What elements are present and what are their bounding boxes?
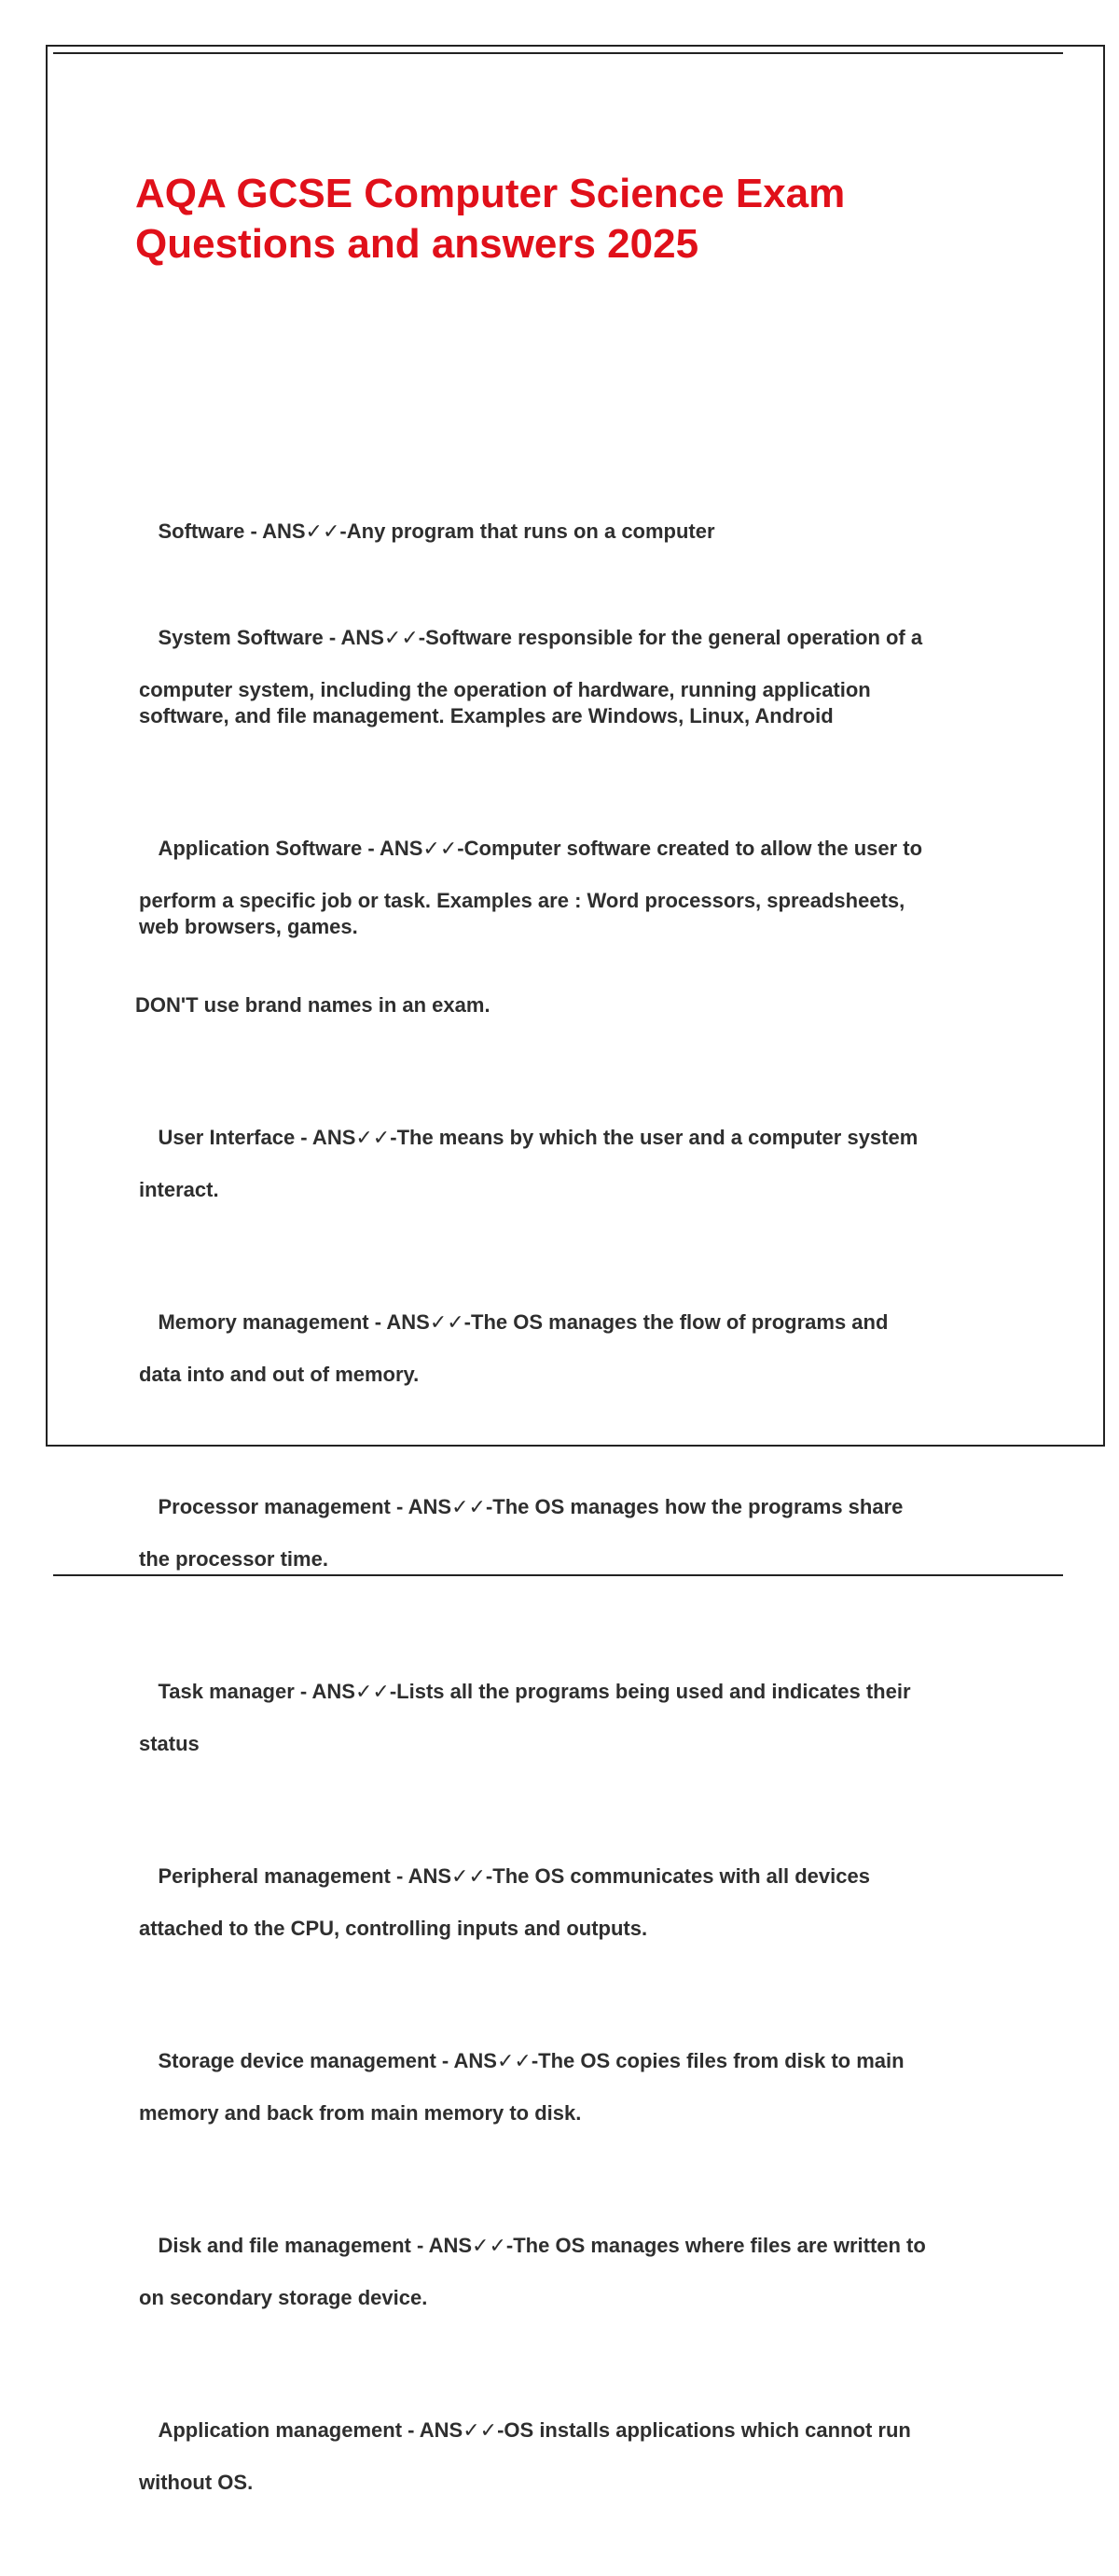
qa-item: [135, 810, 1021, 1071]
qa-note: DON'T use brand names in an exam.: [135, 993, 490, 1017]
document-title: [135, 169, 974, 270]
qa-item: [135, 1099, 1021, 1255]
title-line-2: Questions and answers 2025: [135, 221, 699, 267]
qa-item: [135, 1468, 1021, 1625]
qa-item: [135, 2391, 1021, 2548]
qa-item: [135, 1283, 1021, 1440]
qa-text-continued: without OS.: [139, 2471, 254, 2494]
qa-item: [135, 492, 1021, 571]
qa-text-continued: data into and out of memory.: [139, 1363, 420, 1386]
qa-list: [135, 492, 1021, 2576]
qa-text: User Interface - ANS✓✓-The means by which the user and a computer system: [158, 1126, 919, 1149]
qa-text: Software - ANS✓✓-Any program that runs on a computer: [158, 519, 715, 543]
qa-text: System Software - ANS✓✓-Software responsible for the general operation of a: [158, 626, 923, 649]
qa-text-continued: on secondary storage device.: [139, 2286, 428, 2309]
qa-text-continued: status: [139, 1732, 200, 1755]
qa-text-continued: attached to the CPU, controlling inputs and outputs.: [139, 1917, 648, 1940]
qa-text-continued: interact.: [139, 1178, 219, 1201]
qa-text-continued: memory and back from main memory to disk.: [139, 2101, 582, 2125]
qa-item: [135, 2207, 1021, 2363]
top-rule: [53, 52, 1063, 54]
qa-text: Application Software - ANS✓✓-Computer software created to allow the user to: [158, 837, 923, 860]
qa-text: Application management - ANS✓✓-OS installs applications which cannot run: [158, 2418, 911, 2442]
qa-item: [135, 1837, 1021, 1994]
qa-item: [135, 2022, 1021, 2179]
qa-text: Memory management - ANS✓✓-The OS manages the flow of programs and: [158, 1310, 889, 1334]
qa-item: [135, 599, 1021, 782]
title-line-1: AQA GCSE Computer Science Exam: [135, 171, 846, 216]
qa-text: Processor management - ANS✓✓-The OS manages how the programs share: [158, 1495, 904, 1518]
qa-text-continued: perform a specific job or task. Examples are : Word processors, spreadsheets, web browsers, games.: [139, 889, 905, 938]
qa-text: Peripheral management - ANS✓✓-The OS communicates with all devices: [158, 1864, 870, 1888]
qa-text: Task manager - ANS✓✓-Lists all the programs being used and indicates their: [158, 1680, 911, 1703]
qa-item: [135, 1653, 1021, 1809]
qa-text: Storage device management - ANS✓✓-The OS copies files from disk to main: [158, 2049, 905, 2072]
qa-text-continued: the processor time.: [139, 1547, 328, 1571]
qa-text: Disk and file management - ANS✓✓-The OS manages where files are written to: [158, 2234, 926, 2257]
qa-text-continued: computer system, including the operation of hardware, running application software, and file management. Examples are Windows, Linux, Android: [139, 678, 871, 727]
